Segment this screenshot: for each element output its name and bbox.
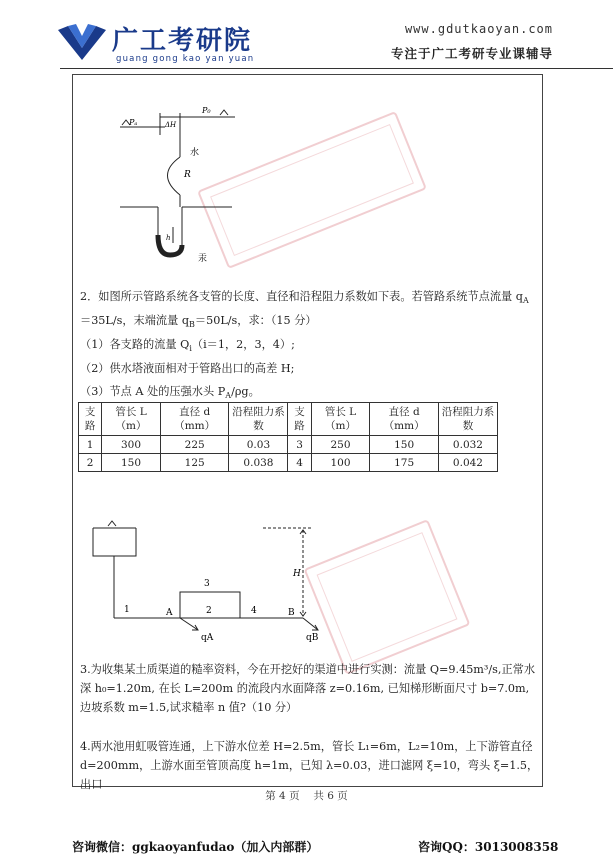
site-url[interactable]: www.gdutkaoyan.com [404, 22, 553, 36]
table-cell: 150 [102, 454, 161, 472]
table-cell: 0.03 [229, 436, 288, 454]
table-cell: 250 [311, 436, 370, 454]
table-header-cell: 支路 [288, 403, 311, 436]
table-cell: 0.042 [438, 454, 497, 472]
table-header-row [79, 403, 498, 436]
question2-item1: （1）各支路的流量 $Q_i(i=1$，2，3，4）; [80, 338, 295, 354]
table-header-cell: 沿程阻力系数 [229, 403, 288, 436]
question2-line1: 2．如图所示管路系统各支管的长度、直径和沿程阻力系数如下表。若管路系统节点流量 $q_A$ [80, 290, 529, 306]
table-header-cell: 沿程阻力系数 [438, 403, 497, 436]
table-header-cell: 直径 d（mm） [370, 403, 439, 436]
label-qa: qA [201, 633, 214, 643]
table-cell: 0.032 [438, 436, 497, 454]
table-row [79, 436, 498, 454]
brand-pinyin: guang gong kao yan yuan [116, 54, 255, 64]
label-p0: P₀ [202, 106, 211, 115]
table-header-cell: 直径 d（mm） [160, 403, 229, 436]
label-mercury: 汞 [198, 254, 208, 264]
label-pipe-2: 2 [206, 606, 212, 616]
table-cell: 175 [370, 454, 439, 472]
logo-chevron-icon [58, 22, 106, 62]
table-cell: 0.038 [229, 454, 288, 472]
label-pipe-3: 3 [204, 579, 210, 589]
page-number: 第 4 页 共 6 页 [265, 790, 348, 802]
label-height-h: H [293, 569, 301, 579]
table-cell: 100 [311, 454, 370, 472]
header-divider [60, 68, 613, 69]
label-h: h [166, 234, 171, 242]
label-r: R [184, 170, 191, 180]
label-pipe-4: 4 [251, 606, 257, 616]
table-cell: 300 [102, 436, 161, 454]
label-node-b: B [288, 608, 295, 618]
table-cell: 3 [288, 436, 311, 454]
label-dh: ΔH [165, 121, 177, 129]
footer-wechat: 咨询微信：ggkaoyanfudao（加入内部群） [72, 840, 319, 854]
table-cell: 4 [288, 454, 311, 472]
label-node-a: A [166, 608, 173, 618]
table-row [79, 454, 498, 472]
table-cell: 225 [160, 436, 229, 454]
manometer-figure [110, 95, 240, 270]
slogan: 专注于广工考研专业课辅导 [390, 46, 553, 61]
table-cell: 1 [79, 436, 102, 454]
label-pipe-1: 1 [124, 605, 130, 615]
table-header-cell: 支路 [79, 403, 102, 436]
pipe-data-table [78, 402, 498, 472]
question4-text: 4.两水池用虹吸管连通，上下游水位差 H=2.5m，管长 L₁=6m，L₂=10m，上下游管直径 d=200mm，上游水面至管顶高度 h=1m，已知 λ=0.03，进口滤网 ξ=10，弯头 ξ=1.5，出口 [80, 740, 539, 791]
brand-name: 广工考研院 [112, 26, 253, 56]
table-cell: 2 [79, 454, 102, 472]
label-qb: qB [306, 633, 319, 643]
table-cell: 150 [370, 436, 439, 454]
pipe-network-figure [88, 518, 328, 643]
label-pa: Pₐ [129, 118, 138, 127]
question2-item3: （3）节点 A 处的压强水头 $P_A/\rho g$。 [80, 385, 260, 401]
footer-qq: 咨询QQ：3013008358 [418, 840, 559, 854]
table-header-cell: 管长 L（m） [102, 403, 161, 436]
question2-item2: （2）供水塔液面相对于管路出口的高差 H; [80, 362, 295, 375]
page-header [0, 0, 613, 70]
label-water: 水 [190, 148, 200, 158]
table-cell: 125 [160, 454, 229, 472]
table-header-cell: 管长 L（m） [311, 403, 370, 436]
question2-line2: ＝35L/s，末端流量 $q_B=50L/s$，求：（15 分） [80, 314, 317, 330]
question3-text: 3.为收集某土质渠道的糙率资料，今在开挖好的渠道中进行实测：流量 Q=9.45m³/s,正常水深 h₀=1.20m, 在长 L=200m 的流段内水面降落 z=0.16m, 已知梯形断面尺寸 b=7.0m,边坡系数 m=1.5,试求糙率 n 值?（10 分） [80, 663, 536, 714]
